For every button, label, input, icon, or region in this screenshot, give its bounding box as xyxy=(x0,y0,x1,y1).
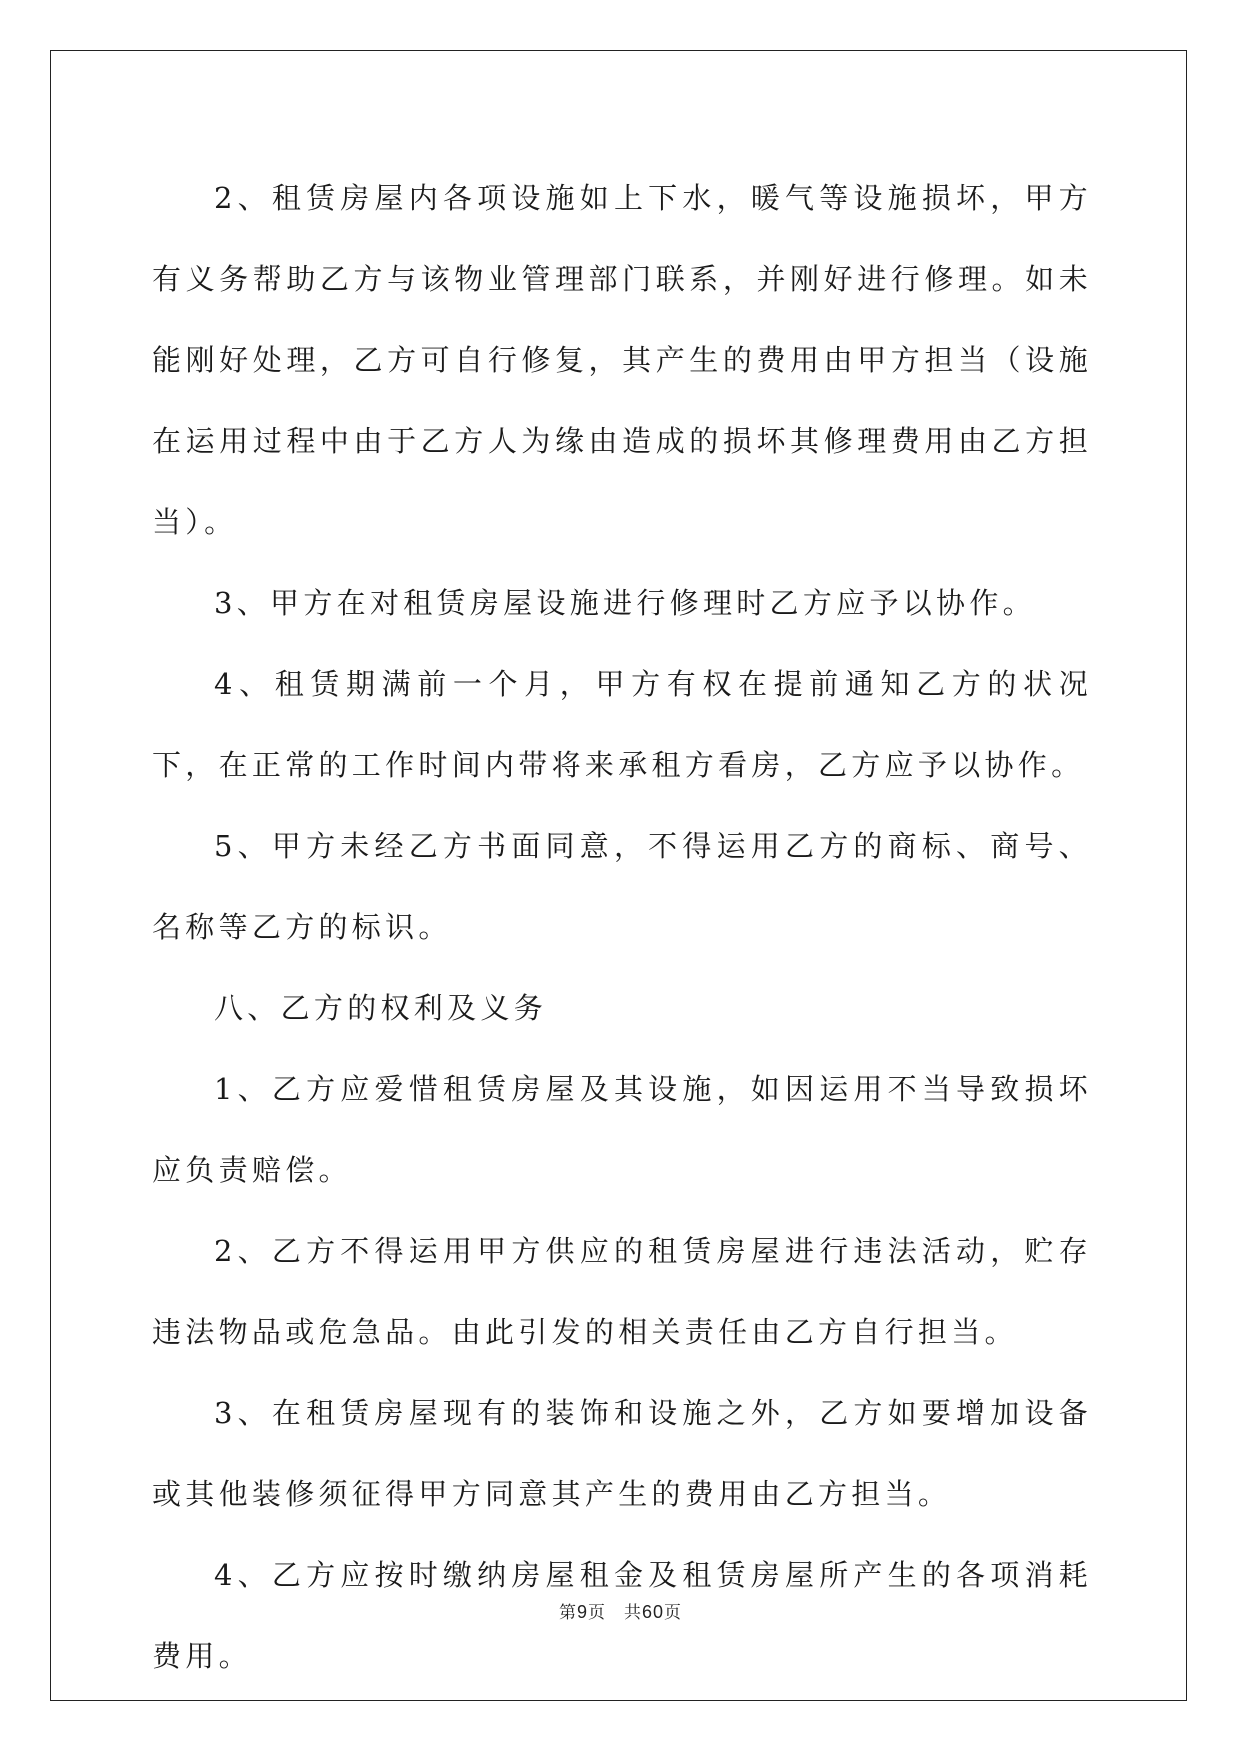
page-prefix: 第 xyxy=(558,1603,577,1623)
paragraph-item-2-facility-repair: 2、租赁房屋内各项设施如上下水，暖气等设施损坏，甲方有义务帮助乙方与该物业管理部门联系，并刚好进行修理。如未能刚好处理，乙方可自行修复，其产生的费用由甲方担当（设施在运用过程中由于乙方人为缘由造成的损坏其修理费用由乙方担当）。 xyxy=(152,181,1092,539)
document-body xyxy=(152,158,1092,1697)
paragraph-item-2-illegal-activity: 2、乙方不得运用甲方供应的租赁房屋进行违法活动，贮存违法物品或危急品。由此引发的相关责任由乙方自行担当。 xyxy=(152,1234,1092,1349)
section-heading-8: 八、乙方的权利及义务 xyxy=(214,991,548,1025)
page-suffix: 页 xyxy=(587,1603,606,1623)
paragraph-item-3-repair-cooperation: 3、甲方在对租赁房屋设施进行修理时乙方应予以协作。 xyxy=(214,586,1036,620)
page-footer xyxy=(0,1598,1241,1623)
paragraph-item-3-renovation: 3、在租赁房屋现有的装饰和设施之外，乙方如要增加设备或其他装修须征得甲方同意其产生的费用由乙方担当。 xyxy=(152,1396,1092,1511)
paragraph-item-1-care-of-property: 1、乙方应爱惜租赁房屋及其设施，如因运用不当导致损坏应负责赔偿。 xyxy=(152,1072,1092,1187)
page-number: 9 xyxy=(576,1602,588,1622)
total-pages: 60 xyxy=(641,1602,665,1622)
paragraph-item-5-trademark: 5、甲方未经乙方书面同意，不得运用乙方的商标、商号、名称等乙方的标识。 xyxy=(152,829,1092,944)
paragraph-item-4-rent-payment: 4、乙方应按时缴纳房屋租金及租赁房屋所产生的各项消耗费用。 xyxy=(152,1558,1092,1673)
total-suffix: 页 xyxy=(664,1603,683,1623)
total-prefix: 共 xyxy=(623,1603,642,1623)
paragraph-item-4-viewing-notice: 4、租赁期满前一个月，甲方有权在提前通知乙方的状况下，在正常的工作时间内带将来承租方看房，乙方应予以协作。 xyxy=(152,667,1092,782)
